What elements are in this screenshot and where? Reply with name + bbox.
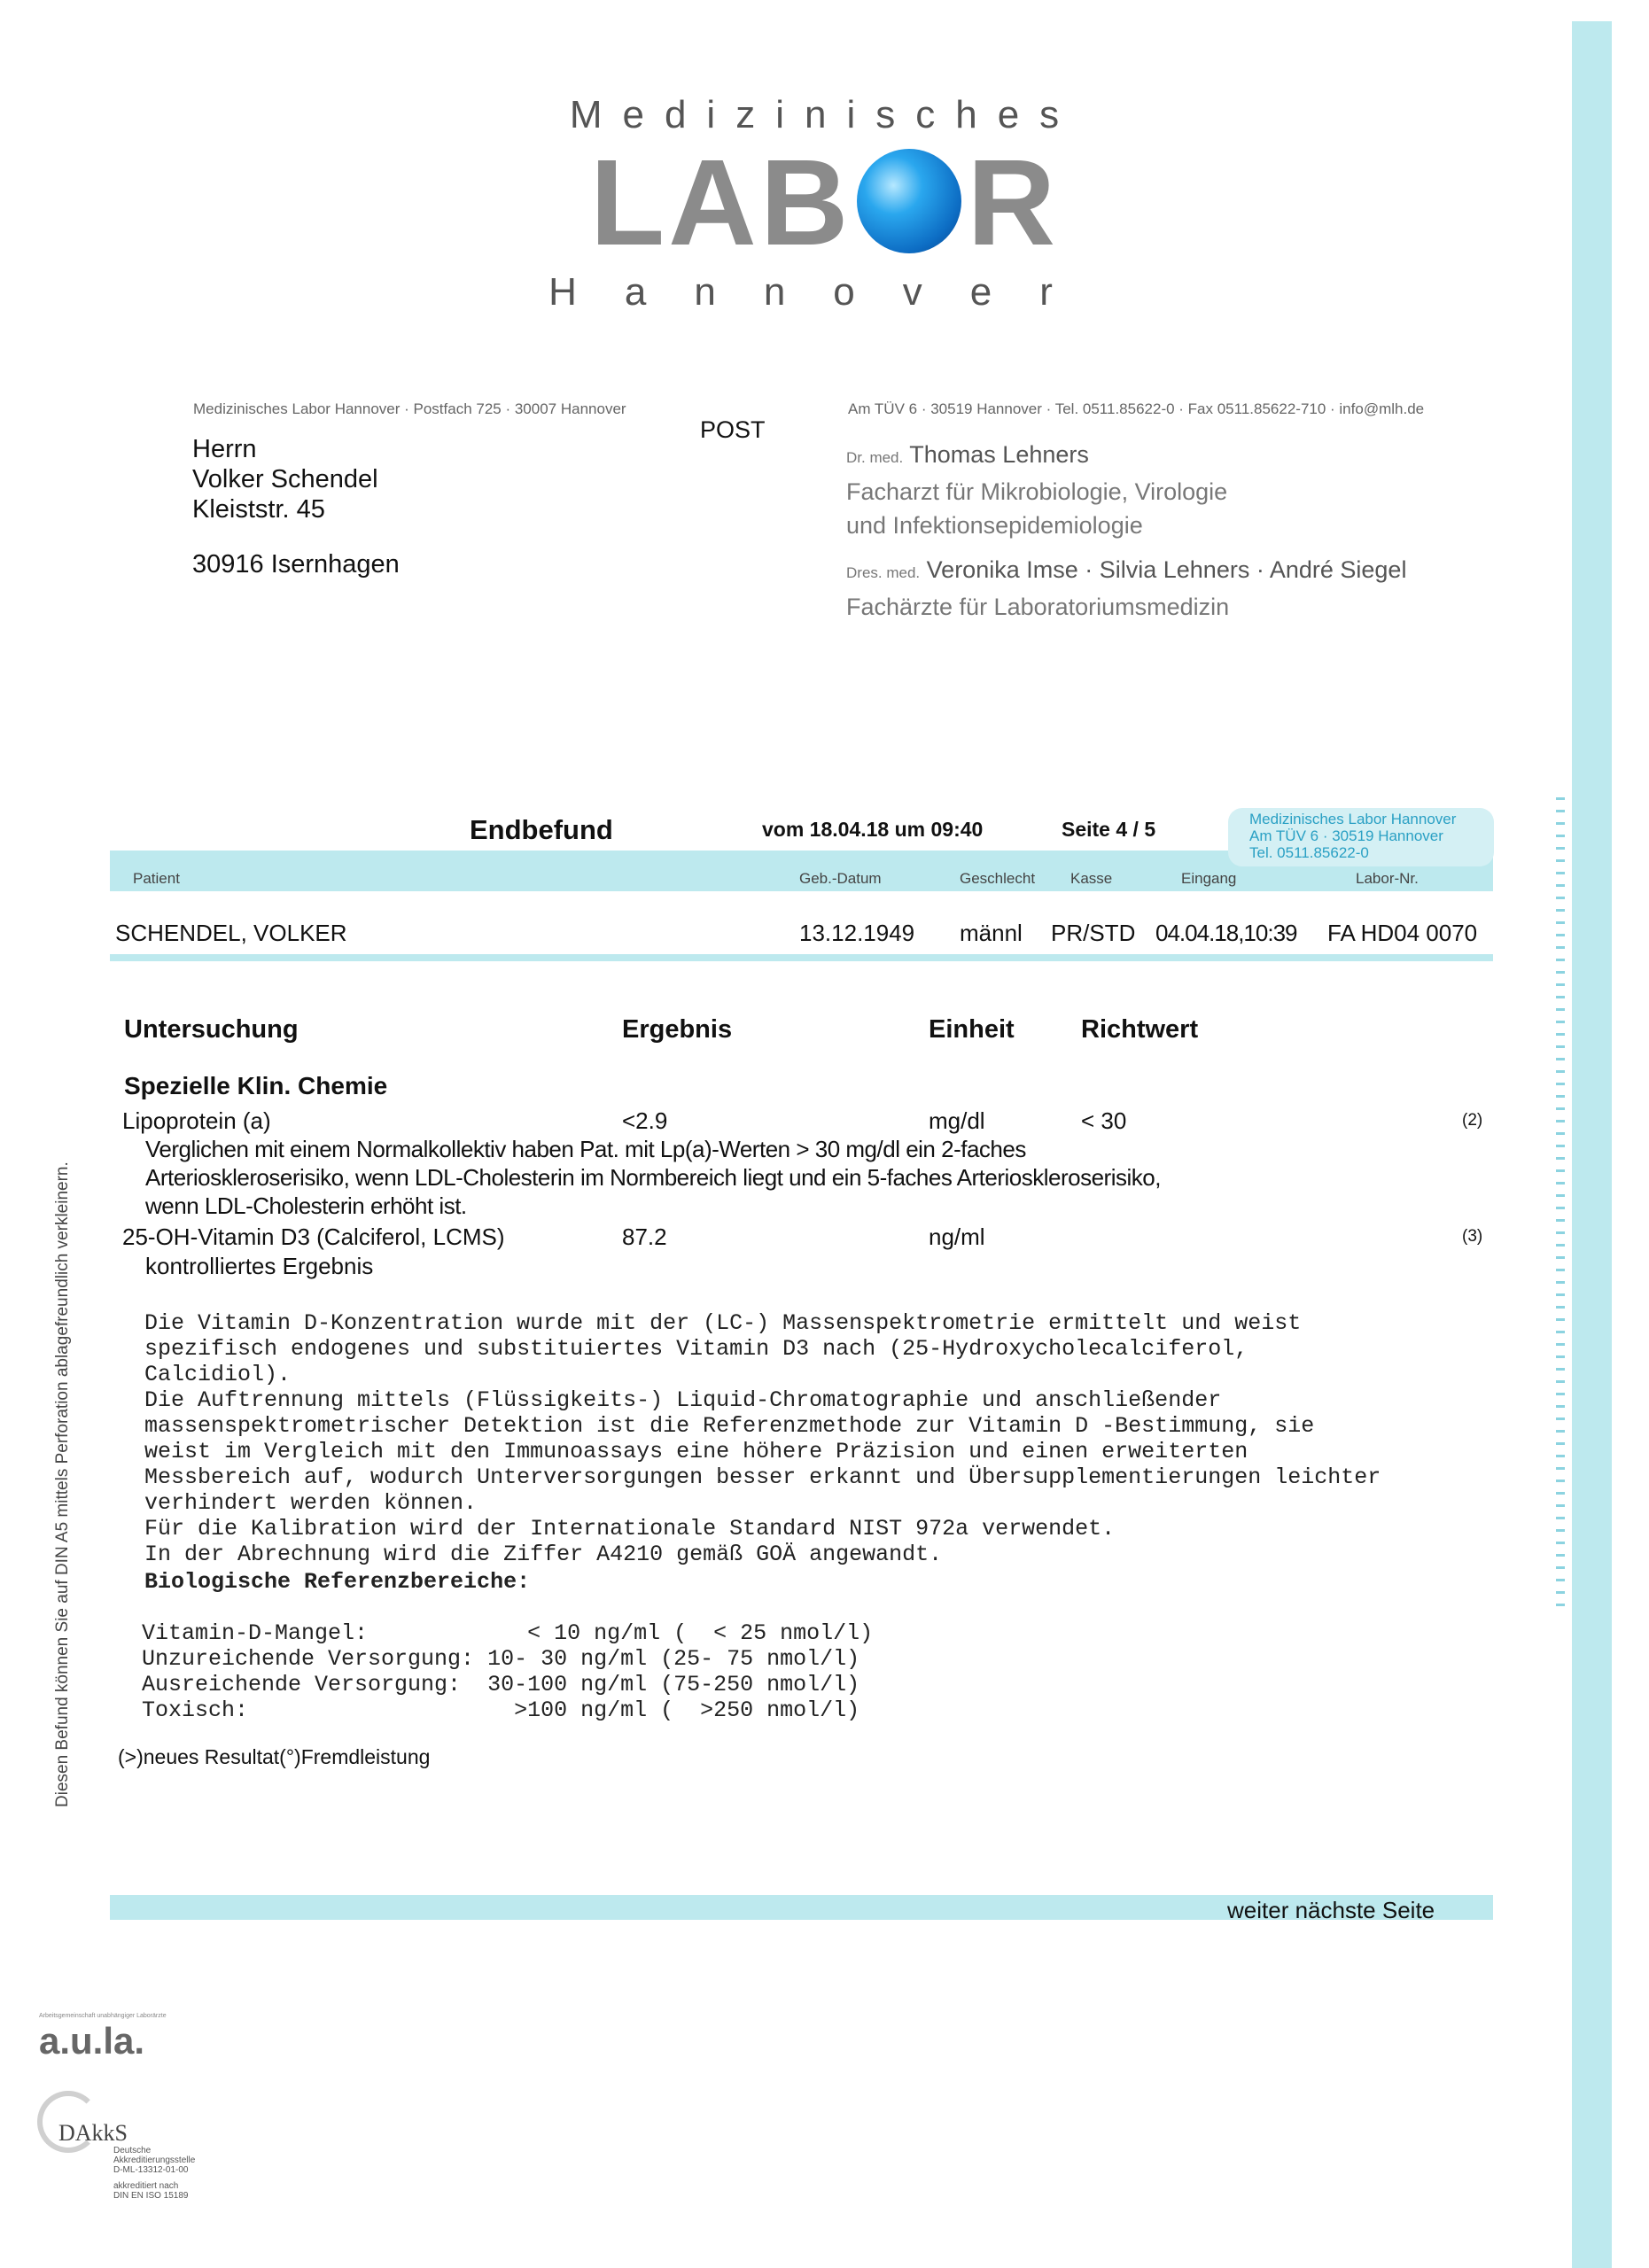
text-line: Calcidiol). <box>144 1362 292 1387</box>
text-line: spezifisch endogenes und substituiertes Vitamin D3 nach (25-Hydroxycholecalciferol, <box>144 1336 1248 1362</box>
report-page: Seite 4 / 5 <box>1062 818 1156 841</box>
patient-received: 04.04.18,10:39 <box>1155 920 1297 946</box>
report-date: vom 18.04.18 um 09:40 <box>762 818 984 841</box>
patient-insurance: PR/STD <box>1051 920 1136 946</box>
col-reference: Richtwert <box>1081 1015 1199 1044</box>
test-result-lpa: <2.9 <box>622 1107 668 1134</box>
dr1-title1: Facharzt für Mikrobiologie, Virologie <box>846 478 1228 505</box>
section-title: Spezielle Klin. Chemie <box>124 1072 388 1099</box>
comment-line: Arterioskleroserisiko, wenn LDL-Cholesterin im Normbereich liegt und ein 5-faches Arterioskleroserisiko, <box>145 1164 1161 1191</box>
test-comment-vitd: kontrolliertes Ergebnis <box>145 1253 374 1279</box>
sender-line: Medizinisches Labor Hannover · Postfach 725 · 30007 Hannover <box>193 400 626 417</box>
recipient-address <box>192 434 400 579</box>
recipient-salutation: Herrn <box>192 435 257 463</box>
dakks-line: DIN EN ISO 15189 <box>113 2191 189 2201</box>
test-name-lpa: Lipoprotein (a) <box>122 1107 271 1134</box>
vitd-explanation <box>144 1285 1381 1593</box>
recipient-name: Volker Schendel <box>192 465 378 493</box>
post-label: POST <box>700 416 766 443</box>
text-line: Für die Kalibration wird der Internationale Standard NIST 972a verwendet. <box>144 1516 1116 1542</box>
dakks-line: akkreditiert nach <box>113 2181 179 2191</box>
dr1-title2: und Infektionsepidemiologie <box>846 512 1143 539</box>
recipient-street: Kleiststr. 45 <box>192 495 325 524</box>
hdr-insurance: Kasse <box>1070 870 1113 887</box>
patient-divider <box>110 954 1493 961</box>
hdr-sex: Geschlecht <box>960 870 1036 887</box>
stamp-line2: Am TÜV 6 · 30519 Hannover <box>1249 827 1443 844</box>
logo-top-word: Medizinisches <box>569 93 1080 136</box>
aula-logo: a.u.la. <box>39 2020 145 2062</box>
test-unit-vitd: ng/ml <box>929 1223 985 1250</box>
text-line: In der Abrechnung wird die Ziffer A4210 gemäß GOÄ angewandt. <box>144 1542 943 1567</box>
doctors-block <box>846 438 1406 624</box>
test-unit-lpa: mg/dl <box>929 1107 985 1134</box>
logo-ball-icon <box>857 149 961 253</box>
lab-logo <box>0 135 1649 271</box>
text-line: massenspektrometrischer Detektion ist die Referenzmethode zur Vitamin D -Bestimmung, sie <box>144 1413 1315 1439</box>
test-ref-lpa: < 30 <box>1081 1107 1127 1134</box>
report-title: Endbefund <box>470 814 613 845</box>
col-result: Ergebnis <box>622 1015 733 1044</box>
text-line: verhindert werden können. <box>144 1490 478 1516</box>
dakks-line: Akkreditierungsstelle <box>113 2155 196 2165</box>
ref-row: Toxisch: >100 ng/ml ( >250 nmol/l) <box>142 1697 860 1723</box>
stamp-line3: Tel. 0511.85622-0 <box>1249 844 1369 861</box>
hdr-birth: Geb.-Datum <box>799 870 882 887</box>
ref-row: Unzureichende Versorgung: 10- 30 ng/ml (25- 75 nmol/l) <box>142 1646 860 1672</box>
ref-row: Vitamin-D-Mangel: < 10 ng/ml ( < 25 nmol/l) <box>142 1620 874 1646</box>
hdr-lab-no: Labor-Nr. <box>1356 870 1419 887</box>
dr2-names: Veronika Imse · Silvia Lehners · André Siegel <box>926 556 1407 583</box>
hdr-received: Eingang <box>1181 870 1237 887</box>
patient-sex: männl <box>960 920 1023 946</box>
dr1-name: Thomas Lehners <box>909 441 1089 468</box>
ref-row: Ausreichende Versorgung: 30-100 ng/ml (75-250 nmol/l) <box>142 1672 860 1697</box>
logo-main-pre: LAB <box>589 135 852 271</box>
test-name-vitd: 25-OH-Vitamin D3 (Calciferol, LCMS) <box>122 1223 505 1250</box>
perforation-strip <box>1572 21 1612 2268</box>
recipient-city: 30916 Isernhagen <box>192 550 400 579</box>
aula-small: Arbeitsgemeinschaft unabhängiger Laborärzte <box>39 2013 167 2019</box>
dakks-line: Deutsche <box>113 2146 152 2155</box>
test-result-vitd: 87.2 <box>622 1223 667 1250</box>
dakks-text <box>113 2146 195 2201</box>
dr2-prefix: Dres. med. <box>846 564 921 581</box>
patient-lab-no: FA HD04 0070 <box>1327 920 1478 946</box>
text-line: Die Auftrennung mittels (Flüssigkeits-) Liquid-Chromatographie und anschließender <box>144 1387 1222 1413</box>
dr1-prefix: Dr. med. <box>846 449 904 466</box>
dr2-title: Fachärzte für Laboratoriumsmedizin <box>846 594 1230 620</box>
ref-table <box>142 1595 873 1749</box>
text-line: Die Vitamin D-Konzentration wurde mit der (LC-) Massenspektrometrie ermittelt und weist <box>144 1310 1302 1336</box>
dakks-logo: DAkkS <box>58 2120 128 2146</box>
col-unit: Einheit <box>929 1015 1015 1044</box>
comment-line: wenn LDL-Cholesterin erhöht ist. <box>145 1192 467 1219</box>
test-comment-lpa <box>145 1135 1161 1220</box>
text-line: Messbereich auf, wodurch Unterversorgungen besser erkannt und Übersupplementierungen leichter <box>144 1464 1381 1490</box>
test-note-lpa: (2) <box>1462 1111 1483 1130</box>
dakks-line: D-ML-13312-01-00 <box>113 2165 189 2175</box>
comment-line: Verglichen mit einem Normalkollektiv haben Pat. mit Lp(a)-Werten > 30 mg/dl ein 2-faches <box>145 1136 1026 1162</box>
logo-main-post: R <box>967 135 1060 271</box>
patient-birth: 13.12.1949 <box>799 920 915 946</box>
logo-bottom-word: Hannover <box>548 270 1101 314</box>
legend: (>)neues Resultat(°)Fremdleistung <box>118 1745 431 1768</box>
lab-stamp <box>1228 808 1494 866</box>
stamp-line1: Medizinisches Labor Hannover <box>1249 811 1457 827</box>
side-text: Diesen Befund können Sie auf DIN A5 mittels Perforation ablagefreundlich verkleinern. <box>53 1161 72 1807</box>
col-test: Untersuchung <box>124 1015 299 1044</box>
ref-title: Biologische Referenzbereiche: <box>144 1569 531 1595</box>
text-line: weist im Vergleich mit den Immunoassays eine höhere Präzision und einen erweiterten <box>144 1439 1248 1464</box>
hdr-patient: Patient <box>133 870 180 887</box>
footer-next: weiter nächste Seite <box>1227 1897 1435 1923</box>
test-note-vitd: (3) <box>1462 1227 1483 1246</box>
lab-contact: Am TÜV 6 · 30519 Hannover · Tel. 0511.85622-0 · Fax 0511.85622-710 · info@mlh.de <box>848 400 1425 417</box>
perforation-marks <box>1556 797 1565 1612</box>
patient-name: SCHENDEL, VOLKER <box>115 920 347 946</box>
